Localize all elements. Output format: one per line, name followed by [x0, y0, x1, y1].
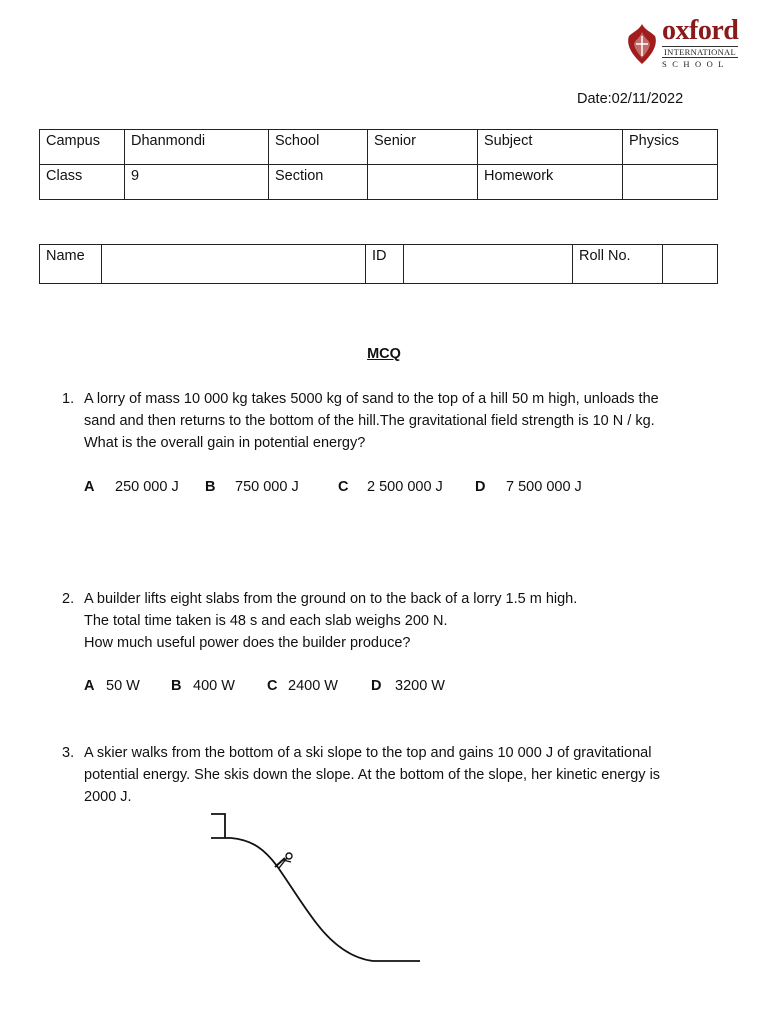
table-cell: Roll No. — [573, 245, 663, 284]
question-text-line: potential energy. She skis down the slope. At the bottom of the slope, her kinetic energy is — [84, 767, 661, 783]
school-logo — [625, 15, 740, 70]
option-letter: B — [205, 479, 216, 495]
table-cell: ID — [366, 245, 404, 284]
table-cell: Dhanmondi — [125, 130, 269, 165]
option-text: 400 W — [193, 678, 235, 694]
logo-school-text: SCHOOL — [662, 59, 730, 69]
option-letter: A — [84, 479, 95, 495]
table-cell: Campus — [40, 130, 125, 165]
option-letter: C — [267, 678, 278, 694]
table-cell: Physics — [623, 130, 718, 165]
table-row — [40, 245, 718, 284]
slope-top-marker — [211, 814, 225, 838]
question-text-line: The total time taken is 48 s and each slab weighs 200 N. — [84, 613, 448, 629]
option-text: 750 000 J — [235, 479, 299, 495]
table-cell: Class — [40, 165, 125, 200]
table-cell: Senior — [368, 130, 478, 165]
skier-icon — [275, 853, 292, 868]
class-info-table — [39, 129, 718, 200]
question-number: 2. — [62, 591, 75, 607]
table-cell — [368, 165, 478, 200]
option-letter: B — [171, 678, 182, 694]
option-letter: D — [371, 678, 382, 694]
option-letter: A — [84, 678, 95, 694]
table-cell: 9 — [125, 165, 269, 200]
table-cell: Subject — [478, 130, 623, 165]
logo-brand-text: oxford — [662, 15, 739, 46]
section-heading: MCQ — [367, 346, 401, 362]
table-cell: Section — [269, 165, 368, 200]
logo-international-text: INTERNATIONAL — [662, 46, 738, 58]
option-text: 250 000 J — [115, 479, 179, 495]
table-row — [40, 130, 718, 165]
roll-no-field — [663, 245, 718, 284]
ski-slope-diagram — [205, 810, 435, 970]
table-cell: Name — [40, 245, 102, 284]
question-text-line: A lorry of mass 10 000 kg takes 5000 kg of sand to the top of a hill 50 m high, unloads the — [84, 391, 659, 407]
table-cell: Homework — [478, 165, 623, 200]
question-text-line: A builder lifts eight slabs from the ground on to the back of a lorry 1.5 m high. — [84, 591, 578, 607]
option-text: 2400 W — [288, 678, 338, 694]
option-text: 7 500 000 J — [506, 479, 582, 495]
option-text: 3200 W — [395, 678, 445, 694]
question-text-line: 2000 J. — [84, 789, 132, 805]
question-text-line: What is the overall gain in potential energy? — [84, 435, 366, 451]
date-label: Date:02/11/2022 — [577, 91, 684, 107]
option-text: 2 500 000 J — [367, 479, 443, 495]
table-cell — [623, 165, 718, 200]
option-letter: D — [475, 479, 486, 495]
table-row — [40, 165, 718, 200]
id-field — [404, 245, 573, 284]
question-text-line: sand and then returns to the bottom of the hill.The gravitational field strength is 10 N / kg. — [84, 413, 655, 429]
crest-icon — [625, 22, 659, 66]
option-letter: C — [338, 479, 349, 495]
name-field — [102, 245, 366, 284]
question-number: 3. — [62, 745, 75, 761]
student-info-table — [39, 244, 718, 284]
question-text-line: How much useful power does the builder produce? — [84, 635, 411, 651]
question-number: 1. — [62, 391, 75, 407]
question-text-line: A skier walks from the bottom of a ski slope to the top and gains 10 000 J of gravitational — [84, 745, 652, 761]
option-text: 50 W — [106, 678, 140, 694]
slope-line — [211, 838, 420, 961]
table-cell: School — [269, 130, 368, 165]
